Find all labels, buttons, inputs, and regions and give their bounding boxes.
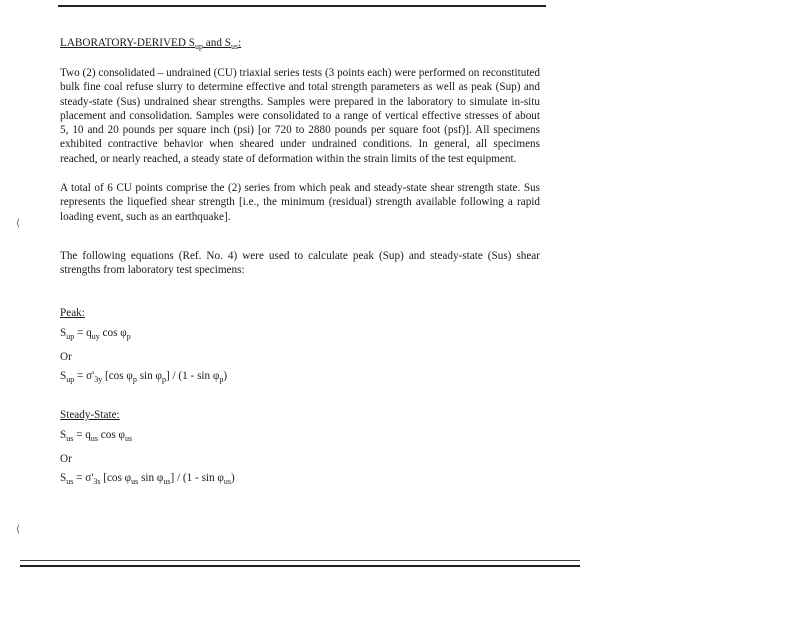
paragraph-test-description: Two (2) consolidated – undrained (CU) triaxial series tests (3 points each) were performed on reconstituted bulk fine coal refuse slurry to determine effective and total strength parameters as well as peak (Sup) and steady-state (Sus) undrained shear strengths. Samples were prepared in the laboratory to simulate in-situ placement and consolidation. Samples were consolidated to a range of vertical effective stresses of about 5, 10 and 20 pounds per square inch (psi) [or 720 to 2880 pounds per square foot (psf)]. All specimens exhibited contractive behavior when sheared under undrained conditions. In general, all specimens reached, or nearly reached, a steady state of deformation within the strain limits of the test equipment. xyxy=(60,67,540,165)
paragraph-cu-points: A total of 6 CU points comprise the (2) series from which peak and steady-state shear strength state. Sus represents the liquefied shear strength [i.e., the minimum (residual) strength available following a rapid loading event, such as an earthquake]. xyxy=(60,182,540,223)
steady-or: Or xyxy=(60,452,72,465)
binder-hole-mark-upper: ⟨ xyxy=(16,218,20,229)
binder-hole-mark-lower: ⟨ xyxy=(16,524,20,535)
peak-equation-2: $S_{up} = \sigma'_{3y}$ [cos $\varphi_p$ $\sin \varphi_p] / (1$ - $\sin \varphi_p$) xyxy=(60,370,228,385)
peak-or: Or xyxy=(60,350,72,363)
peak-title: Peak: xyxy=(60,307,85,319)
section-heading: LABORATORY-DERIVED $S_{up}$ and $S_{us}$: xyxy=(60,37,242,52)
document-body xyxy=(60,36,540,487)
paragraph-equations-intro: The following equations (Ref. No. 4) were used to calculate peak (Sup) and steady-state (Sus) shear strengths from laboratory test specimens: xyxy=(60,250,540,277)
peak-equation-1: $S_{up} = q_{uy}$ $\cos \varphi_p$ xyxy=(60,327,131,342)
steady-state-section xyxy=(60,408,235,490)
bottom-rule-thick xyxy=(20,565,580,567)
top-rule xyxy=(58,5,546,7)
steady-equation-2: $S_{us} = \sigma'_{3s}$ [cos $\varphi_{us}$ $\sin \varphi_{us}] / (1$ - $\sin \varphi_{us}$) xyxy=(60,472,235,487)
steady-state-title: Steady-State: xyxy=(60,409,120,421)
steady-equation-1: $S_{us} = q_{us}$ $\cos \varphi_{us}$ xyxy=(60,429,133,444)
peak-section xyxy=(60,306,227,388)
bottom-rule-thin xyxy=(20,560,580,561)
